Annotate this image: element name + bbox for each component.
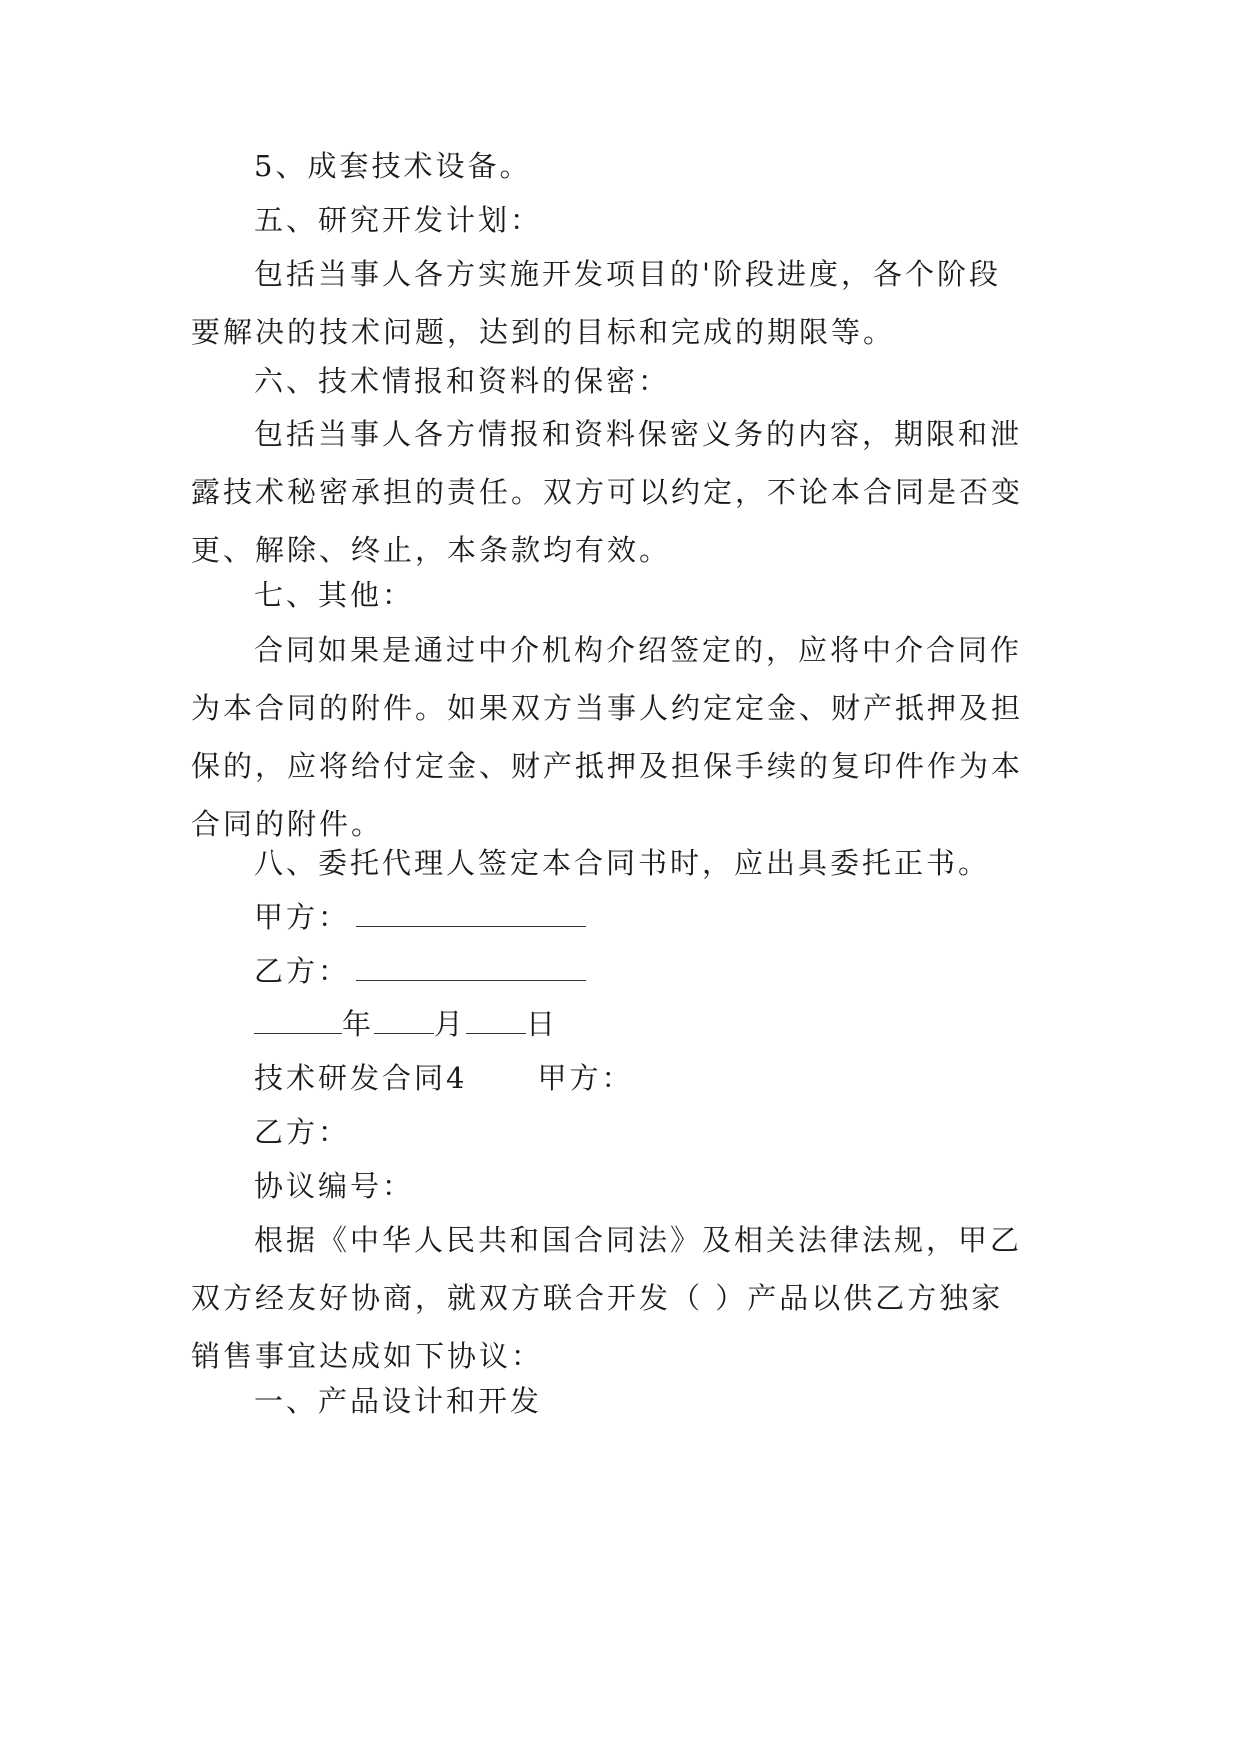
party-a-blank: [356, 904, 586, 927]
party-a-label: 甲方：: [254, 900, 351, 934]
signature-party-b: [191, 942, 1114, 1000]
agreement-number: 协议编号：: [254, 1169, 415, 1203]
paragraph-rd-plan: [191, 245, 1051, 361]
party-b-label: 乙方：: [254, 954, 351, 988]
heading-section-7-other: 七、其他：: [254, 578, 415, 612]
paragraph-line: 露技术秘密承担的责任。双方可以约定，不论本合同是否变: [191, 475, 1024, 509]
paragraph-line: 要解决的技术问题，达到的目标和完成的期限等。: [191, 315, 896, 349]
day-blank: [466, 1011, 526, 1034]
party-b-blank: [356, 958, 586, 981]
item-5-complete-equipment: 5、成套技术设备。: [254, 149, 532, 183]
contract-4-party-a: 甲方：: [537, 1061, 634, 1095]
heading-section-8-proxy: 八、委托代理人签定本合同书时，应出具委托正书。: [254, 846, 991, 880]
contract-4-title: 技术研发合同4: [254, 1061, 468, 1095]
year-blank: [254, 1011, 342, 1034]
heading-section-5-rd-plan: 五、研究开发计划：: [254, 203, 543, 237]
paragraph-line: 销售事宜达成如下协议：: [191, 1339, 544, 1373]
contract-4-header: [191, 1049, 1114, 1107]
paragraph-line: 合同如果是通过中介机构介绍签定的，应将中介合同作: [254, 633, 1023, 667]
paragraph-line: 为本合同的附件。如果双方当事人约定定金、财产抵押及担: [191, 691, 1024, 725]
paragraph-line: 包括当事人各方实施开发项目的'阶段进度，各个阶段: [254, 257, 1001, 291]
heading-section-1-product-design: 一、产品设计和开发: [254, 1384, 543, 1418]
paragraph-preamble: [191, 1211, 1051, 1385]
year-label: 年: [342, 1007, 375, 1041]
paragraph-other: [191, 621, 1051, 853]
paragraph-line: 双方经友好协商，就双方联合开发（ ）产品以供乙方独家: [191, 1281, 1004, 1315]
paragraph-line: 更、解除、终止，本条款均有效。: [191, 533, 672, 567]
signature-date: [191, 995, 1114, 1053]
signature-party-a: [191, 888, 1114, 946]
paragraph-line: 根据《中华人民共和国合同法》及相关法律法规，甲乙: [254, 1223, 1023, 1257]
contract-4-party-b: 乙方：: [254, 1115, 351, 1149]
month-label: 月: [434, 1007, 467, 1041]
paragraph-line: 包括当事人各方情报和资料保密义务的内容，期限和泄: [254, 417, 1023, 451]
paragraph-line: 保的，应将给付定金、财产抵押及担保手续的复印件作为本: [191, 749, 1024, 783]
heading-section-6-confidentiality: 六、技术情报和资料的保密：: [254, 364, 671, 398]
paragraph-line: 合同的附件。: [191, 807, 384, 841]
day-label: 日: [526, 1007, 559, 1041]
paragraph-confidentiality: [191, 405, 1051, 579]
month-blank: [374, 1011, 434, 1034]
